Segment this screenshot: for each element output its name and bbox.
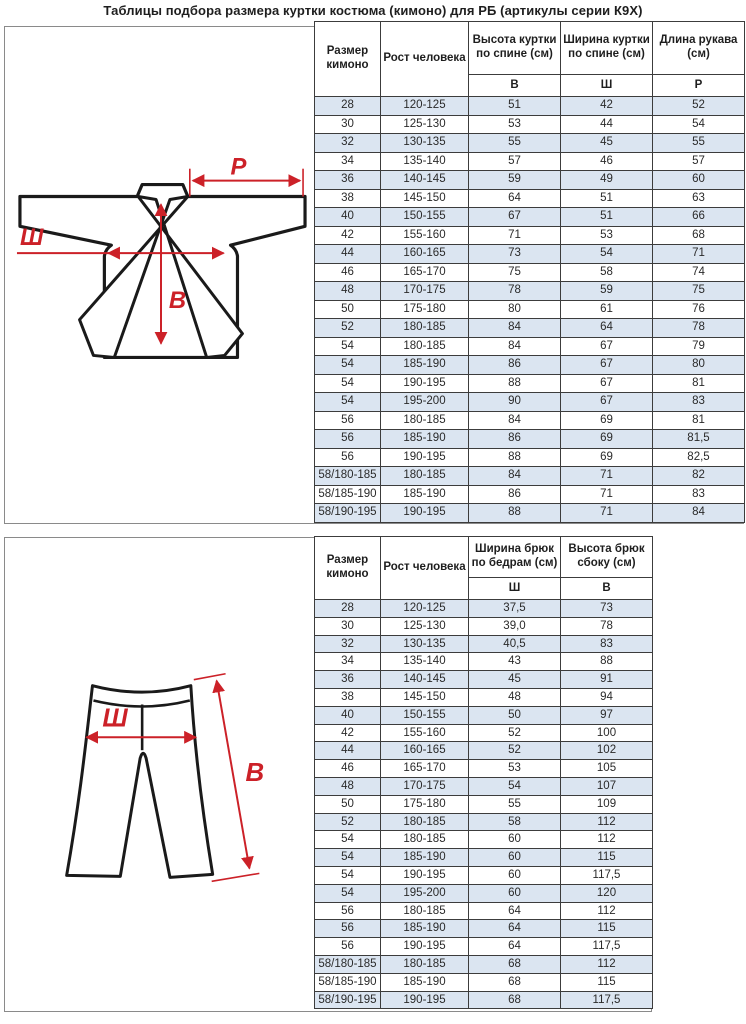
table-row: [315, 97, 745, 116]
table-cell: 135-140: [381, 152, 469, 171]
table-cell: 67: [561, 337, 653, 356]
table-row: [315, 448, 745, 467]
table-cell: 32: [315, 134, 381, 153]
table-cell: 56: [315, 902, 381, 920]
table-cell: 180-185: [381, 337, 469, 356]
table-cell: 30: [315, 115, 381, 134]
table-row: [315, 991, 653, 1009]
table-row: [315, 688, 653, 706]
table-cell: 69: [561, 411, 653, 430]
table-cell: 55: [469, 134, 561, 153]
table-row: [315, 795, 653, 813]
table-cell: 112: [561, 831, 653, 849]
table-cell: 48: [315, 777, 381, 795]
table-cell: 90: [469, 393, 561, 412]
table-cell: 64: [561, 319, 653, 338]
table-cell: 81: [653, 374, 745, 393]
table-cell: 185-190: [381, 920, 469, 938]
table-cell: 86: [469, 356, 561, 375]
table-cell: 28: [315, 600, 381, 618]
table-cell: 71: [561, 467, 653, 486]
table-cell: 40: [315, 208, 381, 227]
table-cell: 165-170: [381, 263, 469, 282]
table-row: [315, 485, 745, 504]
pants-table-head: [315, 537, 653, 600]
table-cell: 190-195: [381, 374, 469, 393]
table-row: [315, 813, 653, 831]
table-row: [315, 671, 653, 689]
table-cell: 100: [561, 724, 653, 742]
table-cell: 84: [469, 319, 561, 338]
table-cell: 170-175: [381, 777, 469, 795]
table-row: [315, 411, 745, 430]
table-row: [315, 152, 745, 171]
jacket-table-body: [315, 97, 745, 523]
table-row: [315, 504, 745, 523]
table-cell: 190-195: [381, 866, 469, 884]
table-cell: 115: [561, 920, 653, 938]
table-cell: 109: [561, 795, 653, 813]
table-row: [315, 337, 745, 356]
table-row: [315, 920, 653, 938]
table-cell: 46: [315, 760, 381, 778]
table-cell: 107: [561, 777, 653, 795]
table-cell: 45: [561, 134, 653, 153]
table-cell: 38: [315, 189, 381, 208]
table-cell: 190-195: [381, 938, 469, 956]
table-row: [315, 955, 653, 973]
table-cell: 54: [315, 374, 381, 393]
table-cell: 60: [469, 849, 561, 867]
table-cell: 53: [561, 226, 653, 245]
table-cell: 180-185: [381, 831, 469, 849]
table-cell: 54: [315, 337, 381, 356]
table-cell: 180-185: [381, 813, 469, 831]
jacket-height-label: В: [168, 286, 187, 314]
jacket-width-label: Ш: [19, 224, 44, 252]
subheader-sh: Ш: [469, 578, 561, 600]
table-cell: 180-185: [381, 411, 469, 430]
table-row: [315, 973, 653, 991]
table-cell: 58/185-190: [315, 485, 381, 504]
table-cell: 42: [315, 724, 381, 742]
table-cell: 68: [469, 955, 561, 973]
table-cell: 58: [561, 263, 653, 282]
table-cell: 51: [561, 208, 653, 227]
table-cell: 50: [315, 795, 381, 813]
table-cell: 185-190: [381, 485, 469, 504]
table-cell: 60: [653, 171, 745, 190]
sleeve-length-label: Р: [230, 153, 247, 181]
col-header-person-height: Рост человека: [381, 537, 469, 600]
table-row: [315, 760, 653, 778]
table-row: [315, 171, 745, 190]
table-cell: 117,5: [561, 938, 653, 956]
table-cell: 190-195: [381, 991, 469, 1009]
table-cell: 115: [561, 849, 653, 867]
table-cell: 160-165: [381, 742, 469, 760]
table-cell: 52: [469, 742, 561, 760]
table-cell: 55: [469, 795, 561, 813]
table-cell: 105: [561, 760, 653, 778]
table-cell: 190-195: [381, 448, 469, 467]
table-row: [315, 263, 745, 282]
col-header-hip-width: Ширина брюк по бедрам (см): [469, 537, 561, 578]
table-cell: 36: [315, 171, 381, 190]
table-cell: 88: [561, 653, 653, 671]
table-cell: 75: [469, 263, 561, 282]
table-cell: 40,5: [469, 635, 561, 653]
table-row: [315, 226, 745, 245]
table-cell: 115: [561, 973, 653, 991]
table-cell: 67: [469, 208, 561, 227]
table-cell: 195-200: [381, 393, 469, 412]
table-cell: 48: [469, 688, 561, 706]
table-cell: 54: [315, 831, 381, 849]
table-cell: 54: [653, 115, 745, 134]
pants-diagram: [15, 646, 313, 916]
table-cell: 52: [469, 724, 561, 742]
table-cell: 64: [469, 920, 561, 938]
table-cell: 88: [469, 374, 561, 393]
table-cell: 42: [561, 97, 653, 116]
table-cell: 78: [561, 617, 653, 635]
table-cell: 32: [315, 635, 381, 653]
table-row: [315, 902, 653, 920]
table-row: [315, 393, 745, 412]
table-row: [315, 706, 653, 724]
table-cell: 52: [653, 97, 745, 116]
table-cell: 40: [315, 706, 381, 724]
table-cell: 59: [469, 171, 561, 190]
table-cell: 125-130: [381, 115, 469, 134]
table-cell: 135-140: [381, 653, 469, 671]
col-header-size: Размер кимоно: [315, 22, 381, 97]
table-cell: 38: [315, 688, 381, 706]
table-cell: 51: [469, 97, 561, 116]
table-row: [315, 245, 745, 264]
table-cell: 54: [315, 356, 381, 375]
table-cell: 112: [561, 902, 653, 920]
table-cell: 165-170: [381, 760, 469, 778]
table-cell: 145-150: [381, 189, 469, 208]
table-cell: 54: [561, 245, 653, 264]
subheader-sh: Ш: [561, 75, 653, 97]
table-cell: 84: [653, 504, 745, 523]
table-cell: 175-180: [381, 300, 469, 319]
table-cell: 49: [561, 171, 653, 190]
table-cell: 102: [561, 742, 653, 760]
table-row: [315, 635, 653, 653]
table-cell: 66: [653, 208, 745, 227]
table-row: [315, 134, 745, 153]
table-cell: 130-135: [381, 134, 469, 153]
table-cell: 84: [469, 337, 561, 356]
table-cell: 57: [653, 152, 745, 171]
col-header-size: Размер кимоно: [315, 537, 381, 600]
table-cell: 64: [469, 902, 561, 920]
table-cell: 91: [561, 671, 653, 689]
table-cell: 58/180-185: [315, 955, 381, 973]
pants-width-label: Ш: [102, 704, 128, 733]
table-row: [315, 831, 653, 849]
table-cell: 46: [315, 263, 381, 282]
col-header-person-height: Рост человека: [381, 22, 469, 97]
table-cell: 80: [469, 300, 561, 319]
subheader-r: Р: [653, 75, 745, 97]
table-cell: 30: [315, 617, 381, 635]
table-cell: 82,5: [653, 448, 745, 467]
pants-table-body: [315, 600, 653, 1009]
table-cell: 83: [561, 635, 653, 653]
table-cell: 50: [469, 706, 561, 724]
table-cell: 60: [469, 866, 561, 884]
table-cell: 71: [561, 485, 653, 504]
table-row: [315, 467, 745, 486]
table-cell: 58/190-195: [315, 504, 381, 523]
table-cell: 56: [315, 430, 381, 449]
table-cell: 155-160: [381, 226, 469, 245]
subheader-v: В: [561, 578, 653, 600]
table-cell: 68: [469, 991, 561, 1009]
table-cell: 56: [315, 938, 381, 956]
table-cell: 160-165: [381, 245, 469, 264]
table-cell: 71: [469, 226, 561, 245]
table-cell: 180-185: [381, 955, 469, 973]
table-row: [315, 884, 653, 902]
table-cell: 170-175: [381, 282, 469, 301]
col-header-back-width: Ширина куртки по спине (см): [561, 22, 653, 75]
table-cell: 56: [315, 448, 381, 467]
table-cell: 125-130: [381, 617, 469, 635]
table-row: [315, 777, 653, 795]
table-cell: 117,5: [561, 866, 653, 884]
table-cell: 185-190: [381, 973, 469, 991]
table-cell: 58/190-195: [315, 991, 381, 1009]
table-cell: 34: [315, 152, 381, 171]
table-cell: 45: [469, 671, 561, 689]
table-cell: 67: [561, 374, 653, 393]
table-cell: 76: [653, 300, 745, 319]
col-header-back-height: Высота куртки по спине (см): [469, 22, 561, 75]
table-cell: 79: [653, 337, 745, 356]
table-cell: 39,0: [469, 617, 561, 635]
table-cell: 150-155: [381, 706, 469, 724]
table-cell: 88: [469, 504, 561, 523]
table-row: [315, 724, 653, 742]
pants-size-table: [314, 536, 653, 1009]
table-cell: 94: [561, 688, 653, 706]
table-row: [315, 282, 745, 301]
table-cell: 54: [315, 849, 381, 867]
table-row: [315, 617, 653, 635]
table-cell: 68: [653, 226, 745, 245]
table-cell: 81: [653, 411, 745, 430]
table-cell: 185-190: [381, 356, 469, 375]
table-row: [315, 189, 745, 208]
table-row: [315, 319, 745, 338]
table-cell: 67: [561, 356, 653, 375]
table-cell: 83: [653, 393, 745, 412]
table-cell: 81,5: [653, 430, 745, 449]
table-cell: 43: [469, 653, 561, 671]
table-cell: 78: [653, 319, 745, 338]
table-cell: 97: [561, 706, 653, 724]
jacket-diagram: [12, 150, 310, 395]
table-cell: 180-185: [381, 467, 469, 486]
table-cell: 64: [469, 938, 561, 956]
table-cell: 68: [469, 973, 561, 991]
col-header-sleeve-length: Длина рукава (см): [653, 22, 745, 75]
table-cell: 145-150: [381, 688, 469, 706]
table-cell: 150-155: [381, 208, 469, 227]
table-row: [315, 115, 745, 134]
table-cell: 175-180: [381, 795, 469, 813]
table-cell: 155-160: [381, 724, 469, 742]
jacket-outline: [20, 185, 305, 358]
table-cell: 190-195: [381, 504, 469, 523]
table-cell: 185-190: [381, 849, 469, 867]
table-cell: 54: [315, 884, 381, 902]
table-cell: 73: [561, 600, 653, 618]
table-cell: 63: [653, 189, 745, 208]
table-cell: 71: [653, 245, 745, 264]
table-row: [315, 653, 653, 671]
table-row: [315, 938, 653, 956]
table-row: [315, 430, 745, 449]
pants-height-tick-top: [194, 674, 226, 680]
table-cell: 60: [469, 831, 561, 849]
table-cell: 61: [561, 300, 653, 319]
table-cell: 86: [469, 485, 561, 504]
table-cell: 58/185-190: [315, 973, 381, 991]
table-cell: 74: [653, 263, 745, 282]
table-cell: 53: [469, 760, 561, 778]
table-cell: 58/180-185: [315, 467, 381, 486]
table-cell: 54: [315, 393, 381, 412]
table-cell: 80: [653, 356, 745, 375]
table-cell: 28: [315, 97, 381, 116]
table-row: [315, 300, 745, 319]
table-cell: 78: [469, 282, 561, 301]
table-cell: 83: [653, 485, 745, 504]
table-cell: 44: [315, 245, 381, 264]
table-cell: 51: [561, 189, 653, 208]
table-cell: 46: [561, 152, 653, 171]
table-cell: 64: [469, 189, 561, 208]
jacket-table-head: [315, 22, 745, 97]
table-row: [315, 849, 653, 867]
table-cell: 140-145: [381, 171, 469, 190]
table-cell: 195-200: [381, 884, 469, 902]
table-row: [315, 374, 745, 393]
table-cell: 54: [315, 866, 381, 884]
table-cell: 50: [315, 300, 381, 319]
pants-outline: [67, 686, 213, 878]
table-cell: 56: [315, 411, 381, 430]
page-title: Таблицы подбора размера куртки костюма (кимоно) для РБ (артикулы серии К9Х): [103, 3, 643, 18]
table-cell: 140-145: [381, 671, 469, 689]
table-cell: 36: [315, 671, 381, 689]
table-row: [315, 208, 745, 227]
table-cell: 55: [653, 134, 745, 153]
table-cell: 56: [315, 920, 381, 938]
subheader-v: В: [469, 75, 561, 97]
jacket-size-table: [314, 21, 745, 523]
table-cell: 84: [469, 411, 561, 430]
table-row: [315, 742, 653, 760]
table-cell: 69: [561, 448, 653, 467]
table-cell: 82: [653, 467, 745, 486]
table-row: [315, 356, 745, 375]
table-cell: 67: [561, 393, 653, 412]
table-cell: 120: [561, 884, 653, 902]
table-cell: 180-185: [381, 319, 469, 338]
table-cell: 130-135: [381, 635, 469, 653]
table-cell: 112: [561, 813, 653, 831]
table-row: [315, 866, 653, 884]
table-cell: 112: [561, 955, 653, 973]
table-cell: 57: [469, 152, 561, 171]
table-cell: 37,5: [469, 600, 561, 618]
table-cell: 42: [315, 226, 381, 245]
table-cell: 88: [469, 448, 561, 467]
table-cell: 34: [315, 653, 381, 671]
table-cell: 54: [469, 777, 561, 795]
table-cell: 180-185: [381, 902, 469, 920]
table-cell: 59: [561, 282, 653, 301]
table-cell: 58: [469, 813, 561, 831]
table-cell: 69: [561, 430, 653, 449]
table-cell: 86: [469, 430, 561, 449]
table-cell: 60: [469, 884, 561, 902]
table-cell: 75: [653, 282, 745, 301]
col-header-side-height: Высота брюк сбоку (см): [561, 537, 653, 578]
table-cell: 185-190: [381, 430, 469, 449]
table-cell: 73: [469, 245, 561, 264]
table-cell: 44: [561, 115, 653, 134]
table-cell: 52: [315, 813, 381, 831]
table-cell: 120-125: [381, 97, 469, 116]
pants-height-tick-bottom: [212, 873, 260, 881]
pants-height-label: В: [245, 759, 265, 787]
table-cell: 48: [315, 282, 381, 301]
table-cell: 84: [469, 467, 561, 486]
table-cell: 120-125: [381, 600, 469, 618]
table-cell: 44: [315, 742, 381, 760]
table-cell: 117,5: [561, 991, 653, 1009]
table-cell: 52: [315, 319, 381, 338]
table-cell: 53: [469, 115, 561, 134]
table-row: [315, 600, 653, 618]
table-cell: 71: [561, 504, 653, 523]
